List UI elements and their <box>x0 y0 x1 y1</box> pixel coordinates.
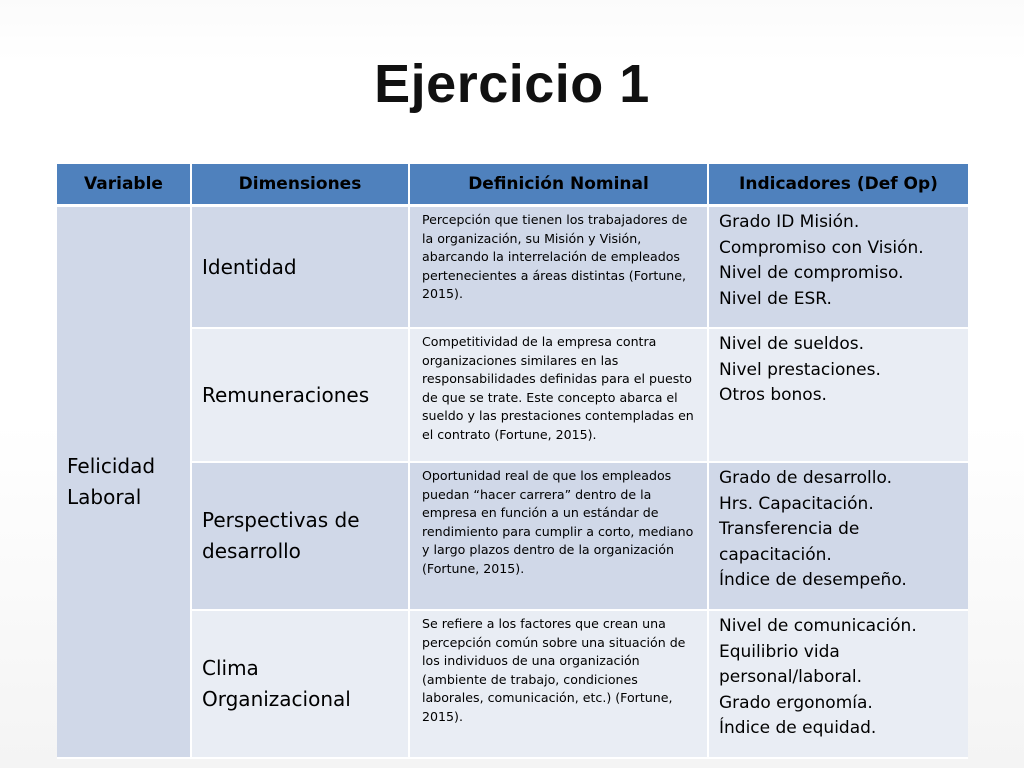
table-row <box>57 207 968 329</box>
variables-table <box>57 164 968 759</box>
definition-cell: Se refiere a los factores que crean una percepción común sobre una situación de los individuos de una organización (ambiente de trabajo, condiciones laborales, comunicación, etc.) (Fortune, 2015). <box>410 611 709 759</box>
header-definicion-nominal: Definición Nominal <box>410 164 709 207</box>
slide-title: Ejercicio 1 <box>374 54 650 114</box>
table-row <box>57 611 968 759</box>
indicators-cell: Nivel de comunicación. Equilibrio vida personal/laboral. Grado ergonomía. Índice de equidad. <box>709 611 968 759</box>
variable-cell: Felicidad Laboral <box>57 207 192 759</box>
dimension-cell: Identidad <box>192 207 410 329</box>
table-row <box>57 463 968 611</box>
definition-cell: Oportunidad real de que los empleados puedan “hacer carrera” dentro de la empresa en función a un estándar de rendimiento para cumplir a corto, mediano y largo plazos dentro de la organización (Fortune, 2015). <box>410 463 709 611</box>
table-row <box>57 329 968 463</box>
dimension-cell: Remuneraciones <box>192 329 410 463</box>
header-dimensiones: Dimensiones <box>192 164 410 207</box>
indicators-cell: Grado de desarrollo. Hrs. Capacitación. Transferencia de capacitación. Índice de desempeño. <box>709 463 968 611</box>
definition-cell: Competitividad de la empresa contra organizaciones similares en las responsabilidades definidas para el puesto de que se trate. Este concepto abarca el sueldo y las prestaciones contempladas en el contrato (Fortune, 2015). <box>410 329 709 463</box>
dimension-cell: Clima Organizacional <box>192 611 410 759</box>
header-variable: Variable <box>57 164 192 207</box>
header-indicadores: Indicadores (Def Op) <box>709 164 968 207</box>
indicators-cell: Nivel de sueldos. Nivel prestaciones. Otros bonos. <box>709 329 968 463</box>
indicators-cell: Grado ID Misión. Compromiso con Visión. Nivel de compromiso. Nivel de ESR. <box>709 207 968 329</box>
dimension-cell: Perspectivas de desarrollo <box>192 463 410 611</box>
definition-cell: Percepción que tienen los trabajadores de la organización, su Misión y Visión, abarcando la interrelación de empleados pertenecientes a áreas distintas (Fortune, 2015). <box>410 207 709 329</box>
table-header-row <box>57 164 968 207</box>
